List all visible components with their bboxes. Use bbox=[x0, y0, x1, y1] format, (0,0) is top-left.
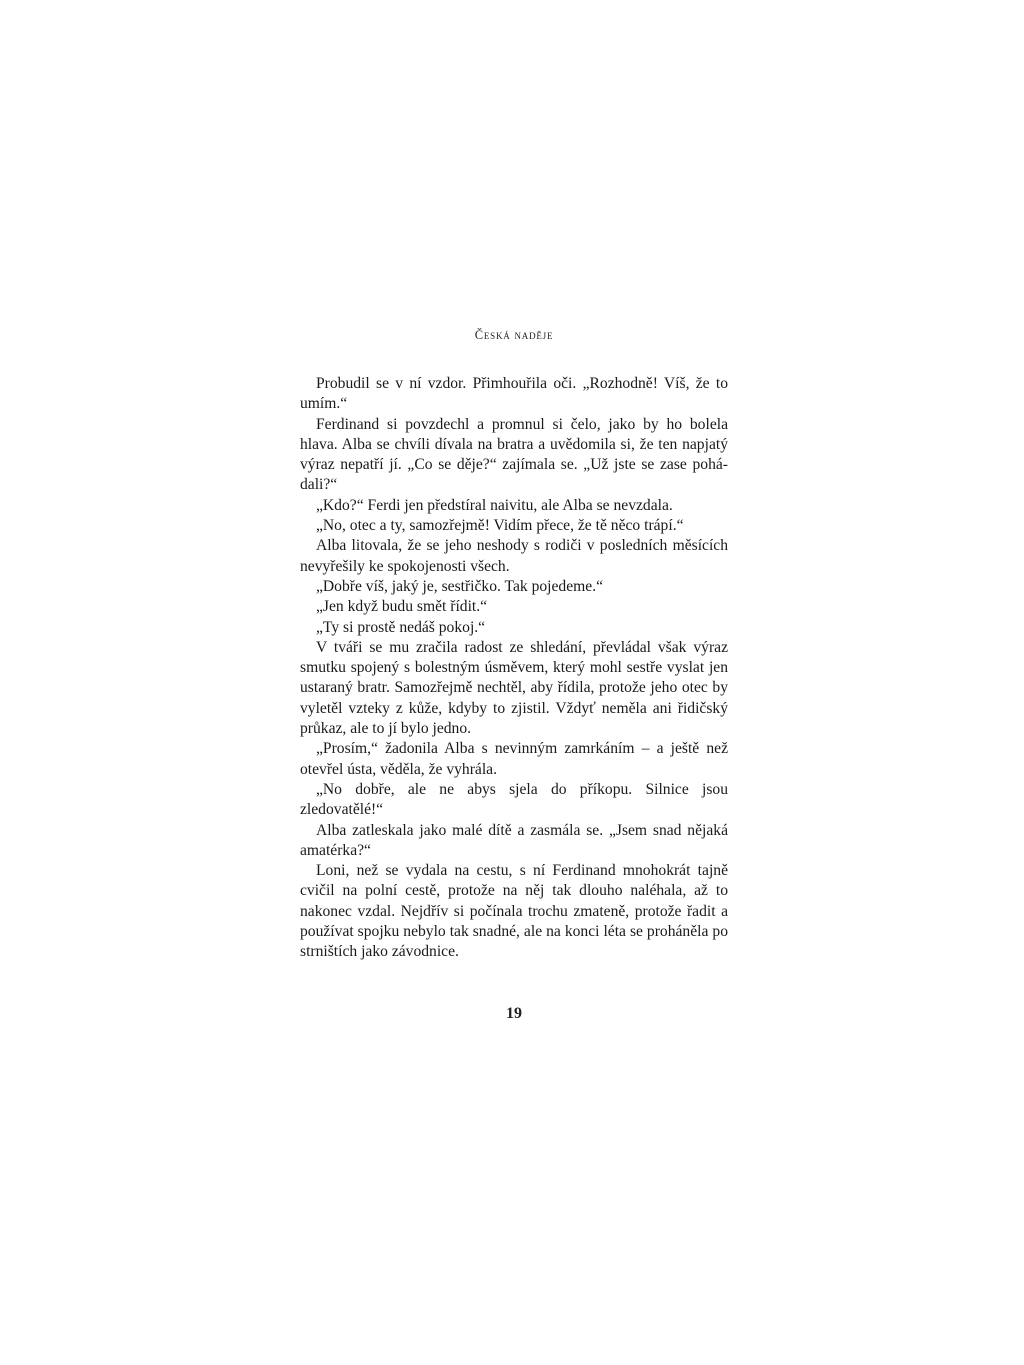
paragraph: „Dobře víš, jaký je, sestřičko. Tak pojedeme.“ bbox=[316, 577, 604, 595]
paragraph: „Jen když budu smět řídit.“ bbox=[316, 598, 488, 616]
paragraph: V tváři se mu zračila radost ze shledání, převládal však výraz smutku spojený s bolestným úsměvem, který mohl sestře vyslat jen ustaraný bratr. Samozřejmě nechtěl, aby řídila, protože jeho otec by vyletěl vzteky z kůže, kdyby to zjistil. Vždyť neměla ani řidičský průkaz, ale to jí bylo jedno. bbox=[300, 638, 728, 738]
paragraph: Ferdinand si povzdechl a promnul si čelo, jako by ho bolela hlava. Alba se chvíli dívala na bratra a uvědomila si, že ten napjatý výraz nepatří jí. „Co se děje?“ zajímala se. „Už jste se zase pohádali?“ bbox=[300, 415, 728, 494]
paragraph: Loni, než se vydala na cestu, s ní Ferdinand mnohokrát tajně cvičil na polní cestě, protože na něj tak dlouho naléhala, až to nakonec vzdal. Nejdřív si počínala trochu zmateně, protože řadit a používat spojku nebylo tak snadné, ale na konci léta se proháněla po strništích jako závodnice. bbox=[300, 862, 728, 961]
body-text bbox=[300, 374, 728, 963]
paragraph: Probudil se v ní vzdor. Přimhouřila oči. „Rozhodně! Víš, že to umím.“ bbox=[300, 375, 728, 413]
paragraph: „No, otec a ty, samozřejmě! Vidím přece, že tě něco trápí.“ bbox=[316, 517, 684, 535]
paragraph: Alba zatleskala jako malé dítě a zasmála se. „Jsem snad nějaká amatérka?“ bbox=[300, 821, 728, 859]
paragraph: Alba litovala, že se jeho neshody s rodiči v posledních měsících nevyřešily ke spokojenosti všech. bbox=[300, 537, 728, 575]
paragraph: „No dobře, ale ne abys sjela do příkopu. Silnice jsou zledovatělé!“ bbox=[300, 780, 728, 819]
paragraph: „Ty si prostě nedáš pokoj.“ bbox=[316, 618, 486, 636]
page-number: 19 bbox=[506, 1005, 522, 1022]
paragraph: „Kdo?“ Ferdi jen předstíral naivitu, ale Alba se nevzdala. bbox=[316, 496, 673, 514]
running-head: Česká naděje bbox=[474, 328, 554, 342]
paragraph: „Prosím,“ žadonila Alba s nevinným zamrkáním – a ještě než otevřel ústa, věděla, že vyhrála. bbox=[300, 740, 728, 778]
